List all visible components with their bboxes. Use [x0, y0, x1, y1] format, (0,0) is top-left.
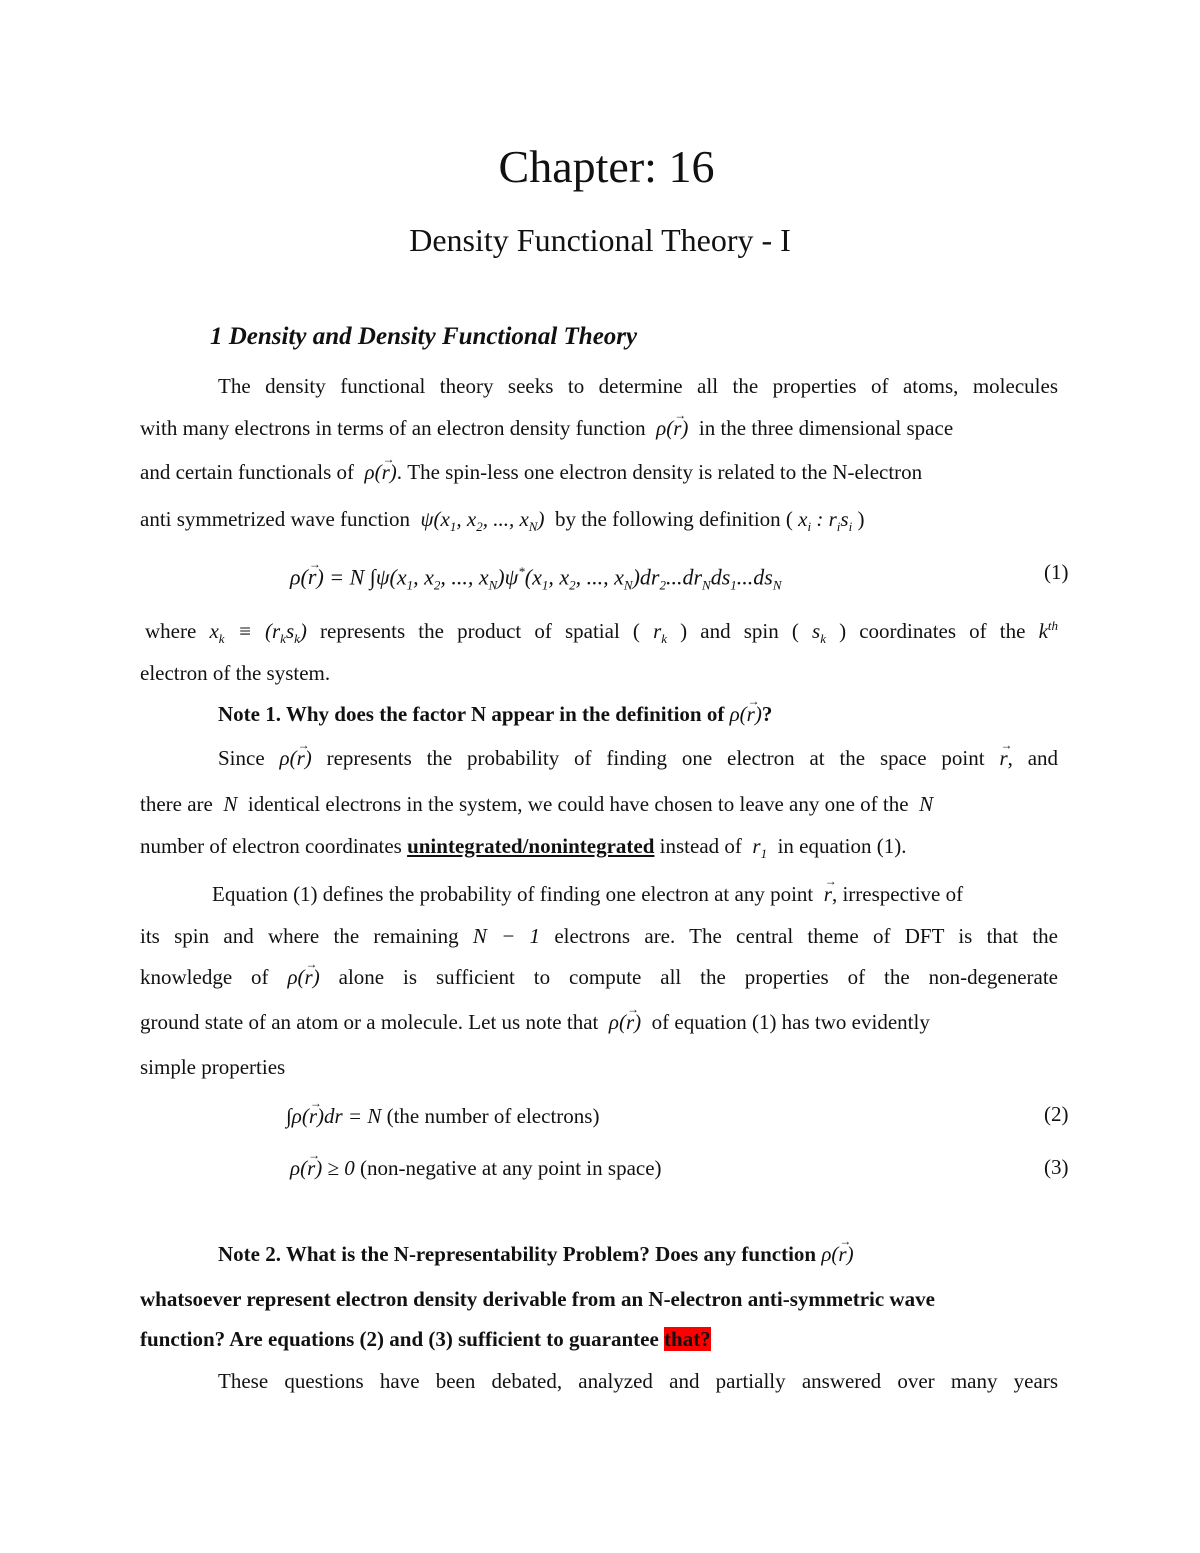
para2-line3: [140, 963, 1058, 991]
text: represents the product of spatial (: [320, 619, 640, 643]
equation-number-1: (1): [1044, 560, 1069, 584]
rk: $r_k$: [639, 619, 668, 647]
where-line2: electron of the system.: [140, 661, 331, 685]
coordinate-def: $x_i$ : $r_is_i$: [792, 507, 853, 535]
N-symbol: N: [913, 792, 934, 816]
text: Since: [218, 746, 265, 770]
text: , irrespective of: [831, 882, 964, 906]
underlined-term: unintegrated/nonintegrated: [407, 834, 655, 858]
text: in equation (1).: [777, 834, 907, 858]
k-th: $k^{th}$: [1038, 618, 1059, 643]
text: electrons are. The central theme of DFT is that the: [554, 924, 1058, 948]
r-vector: r →: [819, 882, 832, 906]
N-symbol: N: [218, 792, 243, 816]
note1-title: Note 1. Why does the factor N appear in the definition of ρ(r →)?: [218, 700, 772, 728]
para1-line4: anti symmetrized wave function $\psi(x_1$, $x_2$, ..., $x_N$) by the following definition ( $x_i$ : $r_is_i$ ): [140, 507, 865, 535]
note2-line3: [140, 1325, 711, 1353]
text: where: [145, 619, 197, 643]
chapter-subtitle: Density Functional Theory - I: [409, 222, 791, 258]
text: of equation (1) has two evidently: [651, 1010, 930, 1034]
text: function? Are equations (2) and (3) sufficient to guarantee: [140, 1327, 659, 1351]
N-minus-1: N − 1: [472, 924, 541, 948]
rho-r-expr: ρ(r →): [730, 702, 762, 726]
note1-line1: [218, 744, 1058, 772]
where-line1: [145, 612, 1058, 653]
para1-line1: The density functional theory seeks to determine all the properties of atoms, molecules: [218, 374, 1058, 398]
text: Equation (1) defines the probability of finding one electron at any point: [212, 882, 814, 906]
equation-3-math: ρ(r →) ≥ 0: [290, 1156, 355, 1180]
text: Note 1. Why does the factor N appear in the definition of: [218, 702, 725, 726]
para1-line3: [140, 458, 922, 486]
rho-r-expr: ρ(r →): [359, 460, 397, 484]
rho-r-expr: ρ(r →): [651, 416, 694, 440]
equation-number-3: (3): [1044, 1155, 1069, 1179]
text: in the three dimensional space: [698, 416, 954, 440]
section-heading: 1 Density and Density Functional Theory: [210, 323, 638, 350]
r1: $r_1$: [747, 834, 768, 862]
equation-2-math: ∫ρ(r →)dr = N: [286, 1104, 381, 1128]
note1-line3: [140, 832, 906, 868]
wavefunction-expr: $\psi(x_1$, $x_2$, ..., $x_N$): [415, 507, 550, 535]
text: instead of: [659, 834, 742, 858]
rho-r-expr: ρ(r →): [280, 746, 312, 770]
text: alone is sufficient to compute all the properties of the non-degenerate: [338, 965, 1059, 989]
sk: $s_k$: [798, 619, 826, 647]
rho-r-expr: ρ(r →): [821, 1242, 853, 1266]
equation-number-2: (2): [1044, 1102, 1069, 1126]
text: represents the probability of finding one electron at the space point: [326, 746, 985, 770]
text: , and: [1007, 746, 1059, 770]
note2-line2: whatsoever represent electron density derivable from an N-electron anti-symmetric wave: [140, 1287, 935, 1311]
note1-line2: [140, 790, 933, 818]
text: . The spin-less one electron density is related to the N-electron: [396, 460, 923, 484]
text: anti symmetrized wave function: [140, 507, 410, 531]
para2-line4: [140, 1008, 930, 1036]
text: ) coordinates of the: [839, 619, 1026, 643]
text: number of electron coordinates: [140, 834, 402, 858]
text: knowledge of: [140, 965, 269, 989]
chapter-title: Chapter: 16: [498, 141, 715, 192]
para2-line2: [140, 922, 1058, 950]
text: Note 2. What is the N-representability Problem? Does any function: [218, 1242, 817, 1266]
text: its spin and where the remaining: [140, 924, 459, 948]
para3-line1: These questions have been debated, analyzed and partially answered over many years: [218, 1369, 1058, 1393]
r-vector: r →: [999, 746, 1007, 770]
xk-def: $x_k \equiv (r_ks_k)$: [209, 619, 307, 647]
equation-3: [290, 1154, 662, 1182]
rho-r-expr: ρ(r →): [287, 965, 319, 989]
rho-r-expr: ρ(r →): [604, 1010, 647, 1034]
text: by the following definition (: [554, 507, 793, 531]
text: (the number of electrons): [386, 1104, 600, 1128]
note2-line1: [218, 1240, 854, 1268]
para2-line5: simple properties: [140, 1055, 286, 1079]
text: with many electrons in terms of an electron density function: [140, 416, 646, 440]
text: identical electrons in the system, we could have chosen to leave any one of the: [247, 792, 909, 816]
equation-2: [286, 1102, 599, 1130]
text: ) and spin (: [680, 619, 799, 643]
text: and certain functionals of: [140, 460, 354, 484]
equation-1: ρ(r →) = N $\int\psi(x_1$, $x_2$, ..., $x_N)\psi^*(x_1$, $x_2$, ..., $x_N)dr_2...dr_Nds_1...ds_N$: [290, 558, 782, 600]
text: ground state of an atom or a molecule. Let us note that: [140, 1010, 599, 1034]
text: there are: [140, 792, 213, 816]
para1-line2: [140, 414, 953, 442]
para2-line1: [212, 880, 1058, 908]
highlighted-word: that?: [664, 1327, 711, 1351]
text: (non-negative at any point in space): [360, 1156, 662, 1180]
